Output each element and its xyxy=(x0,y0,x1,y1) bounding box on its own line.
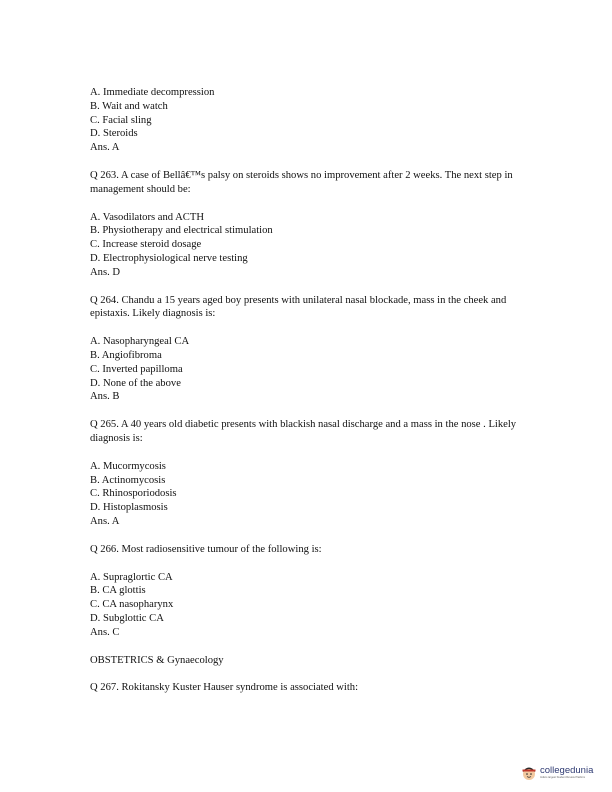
option-a: A. Nasopharyngeal CA xyxy=(90,336,190,348)
question-text: Q 267. Rokitansky Kuster Hauser syndrome is associated with: xyxy=(90,682,359,694)
option-c: C. CA nasopharynx xyxy=(90,599,174,611)
question-text: Q 264. Chandu a 15 years aged boy presents with unilateral nasal blockade, mass in the cheek and epistaxis. Likely diagnosis is: xyxy=(90,294,507,320)
option-d: D. Steroids xyxy=(90,128,138,140)
option-b: B. Physiotherapy and electrical stimulation xyxy=(90,225,273,237)
answer: Ans. D xyxy=(90,266,121,278)
option-a: A. Vasodilators and ACTH xyxy=(90,211,204,223)
student-mascot-icon xyxy=(521,765,537,781)
section-heading-text: OBSTETRICS & Gynaecology xyxy=(90,654,224,666)
option-c: C. Facial sling xyxy=(90,114,152,126)
question-text: Q 263. A case of Bellâ€™s palsy on steroids shows no improvement after 2 weeks. The next step in management should be: xyxy=(90,169,513,195)
logo-tagline: India's largest Student Review Platform xyxy=(540,776,586,779)
collegedunia-logo xyxy=(521,760,593,786)
section-heading xyxy=(90,654,520,668)
option-a: A. Supraglortic CA xyxy=(90,571,173,583)
question-block-266 xyxy=(90,543,520,640)
question-block-264 xyxy=(90,294,520,405)
option-d: D. Histoplasmosis xyxy=(90,502,168,514)
option-d: D. Electrophysiological nerve testing xyxy=(90,252,248,264)
question-text: Q 266. Most radiosensitive tumour of the following is: xyxy=(90,543,322,555)
answer: Ans. B xyxy=(90,391,120,403)
option-b: B. CA glottis xyxy=(90,585,146,597)
option-c: C. Rhinosporiodosis xyxy=(90,488,177,500)
option-d: D. Subglottic CA xyxy=(90,612,164,624)
option-c: C. Inverted papilloma xyxy=(90,363,183,375)
logo-name: collegedunia xyxy=(540,765,594,776)
answer: Ans. C xyxy=(90,626,120,638)
option-b: B. Actinomycosis xyxy=(90,474,166,486)
answer: Ans. A xyxy=(90,142,120,154)
option-a: A. Mucormycosis xyxy=(90,460,166,472)
answer: Ans. A xyxy=(90,515,120,527)
question-text: Q 265. A 40 years old diabetic presents with blackish nasal discharge and a mass in the nose . Likely diagnosis is: xyxy=(90,419,517,444)
question-block-267 xyxy=(90,681,520,695)
option-b: B. Angiofibroma xyxy=(90,349,162,361)
option-c: C. Increase steroid dosage xyxy=(90,239,202,251)
option-d: D. None of the above xyxy=(90,377,181,389)
option-a: A. Immediate decompression xyxy=(90,87,215,98)
option-b: B. Wait and watch xyxy=(90,100,168,112)
question-block-263 xyxy=(90,169,520,280)
document-body xyxy=(90,86,520,709)
question-block-265 xyxy=(90,418,520,529)
logo-text xyxy=(540,766,593,780)
question-block-262 xyxy=(90,86,520,155)
